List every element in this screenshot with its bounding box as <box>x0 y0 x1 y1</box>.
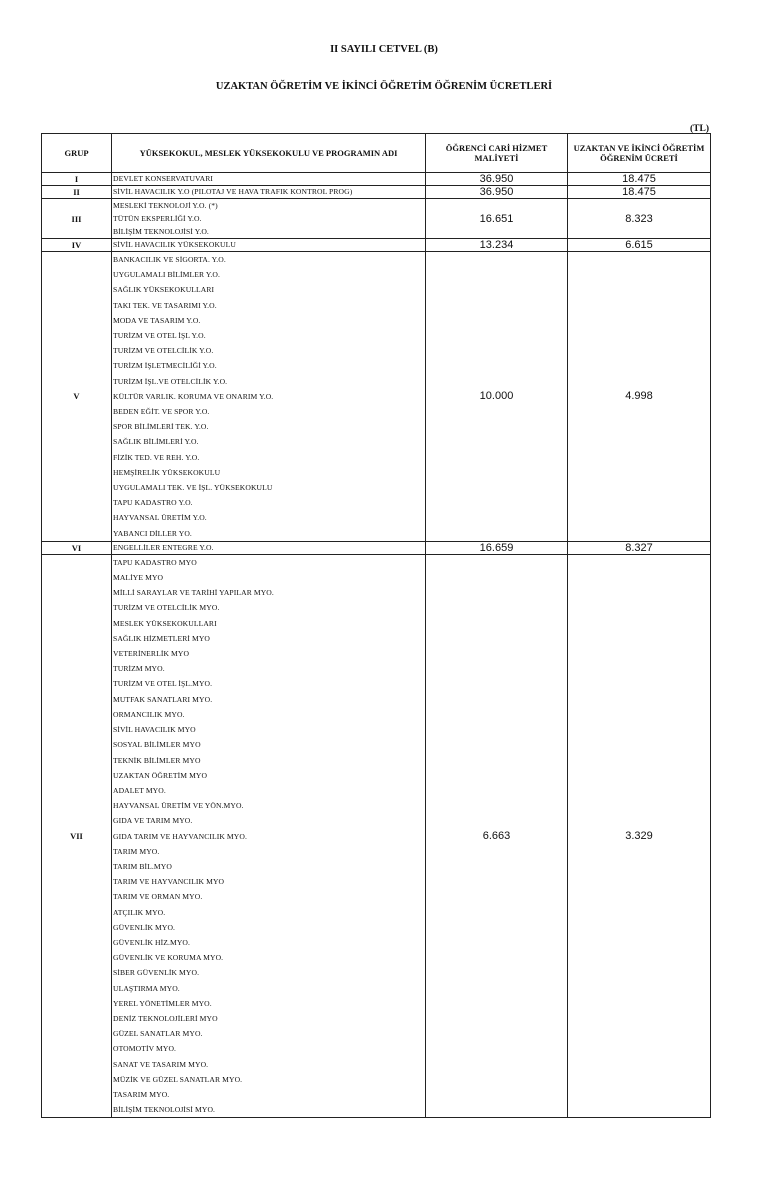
program-name: UYGULAMALI TEK. VE İŞL. YÜKSEKOKULU <box>113 483 273 493</box>
program-name: SİVİL HAVACILIK MYO <box>113 725 196 735</box>
program-name: ORMANCILIK MYO. <box>113 709 185 719</box>
program-name: TAPU KADASTRO Y.O. <box>113 498 193 508</box>
group-cell: IV <box>42 239 112 252</box>
program-name: YEREL YÖNETİMLER MYO. <box>113 998 212 1008</box>
program-names-cell <box>112 239 426 252</box>
group-cell: III <box>42 199 112 239</box>
program-name: BANKACILIK VE SİGORTA. Y.O. <box>113 255 226 264</box>
fee-cell: 3.329 <box>568 554 711 1118</box>
document-title: II SAYILI CETVEL (B) <box>330 44 438 55</box>
program-name: TEKNİK BİLİMLER MYO <box>113 755 201 765</box>
table-row <box>42 541 711 554</box>
table-row <box>42 239 711 252</box>
table-body <box>42 173 711 1118</box>
program-name: MESLEK YÜKSEKOKULLARI <box>113 618 217 628</box>
program-name: KÜLTÜR VARLIK. KORUMA VE ONARIM Y.O. <box>113 391 274 401</box>
program-name: GIDA VE TARIM MYO. <box>113 816 193 826</box>
table-row <box>42 252 711 542</box>
program-name: VETERİNERLİK MYO <box>113 649 190 659</box>
table-header-row <box>42 134 711 173</box>
program-name: MALİYE MYO <box>113 573 164 583</box>
fee-cell: 4.998 <box>568 252 711 542</box>
program-name: TURİZM VE OTEL İŞL.MYO. <box>113 679 213 689</box>
program-name: TÜTÜN EKSPERLİĞİ Y.O. <box>113 214 202 223</box>
document-subtitle: UZAKTAN ÖĞRETİM VE İKİNCİ ÖĞRETİM ÖĞRENİM ÜCRETLERİ <box>215 81 553 92</box>
program-name: TURİZM İŞL.VE OTELCİLİK Y.O. <box>113 376 228 386</box>
program-name: SOSYAL BİLİMLER MYO <box>113 740 201 750</box>
program-name: MUTFAK SANATLARI MYO. <box>113 694 213 704</box>
cost-cell: 36.950 <box>426 186 568 199</box>
program-name: SAĞLIK BİLİMLERİ Y.O. <box>113 437 199 447</box>
group-cell: VI <box>42 541 112 554</box>
program-name: MESLEKİ TEKNOLOJİ Y.O. (*) <box>113 201 218 210</box>
program-name: FİZİK TED. VE REH. Y.O. <box>113 452 200 462</box>
fee-cell: 18.475 <box>568 173 711 186</box>
program-name: BİLİŞİM TEKNOLOJİSİ MYO. <box>113 1105 216 1115</box>
program-name: HAYVANSAL ÜRETİM VE YÖN.MYO. <box>113 801 244 811</box>
program-name: GÜVENLİK VE KORUMA MYO. <box>113 953 224 963</box>
program-name: BEDEN EĞİT. VE SPOR Y.O. <box>113 407 210 417</box>
program-name: TARIM VE ORMAN MYO. <box>113 892 203 902</box>
program-name: GÜVENLİK MYO. <box>113 922 176 932</box>
table-row <box>42 554 711 1118</box>
program-names-cell <box>112 173 426 186</box>
program-name: TURİZM MYO. <box>113 664 165 674</box>
program-name: TARIM MYO. <box>113 846 160 856</box>
program-name: TASARIM MYO. <box>113 1089 170 1099</box>
group-cell: VII <box>42 554 112 1118</box>
program-name: TARIM BİL.MYO <box>113 861 172 871</box>
program-name: MÜZİK VE GÜZEL SANATLAR MYO. <box>113 1074 243 1084</box>
program-name: TARIM VE HAYVANCILIK MYO <box>113 877 225 887</box>
group-cell: I <box>42 173 112 186</box>
program-name: TURİZM VE OTELCİLİK MYO. <box>113 603 220 613</box>
program-names-cell <box>112 186 426 199</box>
program-name: HAYVANSAL ÜRETİM Y.O. <box>113 513 207 523</box>
program-name: ENGELLİLER ENTEGRE Y.O. <box>113 542 214 552</box>
program-names-cell <box>112 541 426 554</box>
program-name: GIDA TARIM VE HAYVANCILIK MYO. <box>113 831 247 841</box>
program-name: OTOMOTİV MYO. <box>113 1044 177 1054</box>
table-row <box>42 199 711 239</box>
program-names-cell <box>112 199 426 239</box>
fee-cell: 18.475 <box>568 186 711 199</box>
cost-cell: 36.950 <box>426 173 568 186</box>
program-name: SAĞLIK HİZMETLERİ MYO <box>113 633 211 643</box>
cost-cell: 13.234 <box>426 239 568 252</box>
group-cell: V <box>42 252 112 542</box>
cost-cell: 16.659 <box>426 541 568 554</box>
table-row <box>42 173 711 186</box>
group-cell: II <box>42 186 112 199</box>
column-header-group: GRUP <box>42 134 112 173</box>
currency-unit: (TL) <box>690 124 709 134</box>
column-header-fee: UZAKTAN VE İKİNCİ ÖĞRETİM ÖĞRENİM ÜCRETİ <box>568 134 711 173</box>
program-names-cell <box>112 554 426 1118</box>
program-names-cell <box>112 252 426 542</box>
column-header-cost: ÖĞRENCİ CARİ HİZMET MALİYETİ <box>426 134 568 173</box>
program-name: UZAKTAN ÖĞRETİM MYO <box>113 770 208 780</box>
cost-cell: 16.651 <box>426 199 568 239</box>
program-name: TURİZM VE OTELCİLİK Y.O. <box>113 346 214 356</box>
program-name: SAĞLIK YÜKSEKOKULLARI <box>113 285 215 295</box>
program-name: GÜVENLİK HİZ.MYO. <box>113 937 190 947</box>
cost-cell: 10.000 <box>426 252 568 542</box>
program-name: TURİZM İŞLETMECİLİĞİ Y.O. <box>113 361 217 371</box>
program-name: DEVLET KONSERVATUVARI <box>113 174 214 183</box>
program-name: SİVİL HAVACILIK YÜKSEKOKULU <box>113 240 236 249</box>
program-name: SANAT VE TASARIM MYO. <box>113 1059 209 1069</box>
table-row <box>42 186 711 199</box>
program-name: ATÇILIK MYO. <box>113 907 166 917</box>
program-name: SPOR BİLİMLERİ TEK. Y.O. <box>113 422 209 432</box>
program-name: DENİZ TEKNOLOJİLERİ MYO <box>113 1013 218 1023</box>
program-name: TURİZM VE OTEL İŞL Y.O. <box>113 331 206 341</box>
program-name: MİLLİ SARAYLAR VE TARİHİ YAPILAR MYO. <box>113 588 274 598</box>
program-name: BİLİŞİM TEKNOLOJİSİ Y.O. <box>113 227 209 236</box>
fee-cell: 8.323 <box>568 199 711 239</box>
program-name: GÜZEL SANATLAR MYO. <box>113 1029 203 1039</box>
fee-table <box>41 133 711 1118</box>
program-name: UYGULAMALI BİLİMLER Y.O. <box>113 270 221 280</box>
column-header-program: YÜKSEKOKUL, MESLEK YÜKSEKOKULU VE PROGRAMIN ADI <box>112 134 426 173</box>
fee-cell: 8.327 <box>568 541 711 554</box>
cost-cell: 6.663 <box>426 554 568 1118</box>
program-name: TAKI TEK. VE TASARIMI Y.O. <box>113 300 217 310</box>
program-name: YABANCI DİLLER YO. <box>113 528 192 538</box>
program-name: HEMŞİRELİK YÜKSEKOKULU <box>113 467 221 477</box>
program-name: ADALET MYO. <box>113 785 166 795</box>
program-name: SİVİL HAVACILIK Y.O (PILOTAJ VE HAVA TRAFIK KONTROL PROG) <box>113 187 353 196</box>
program-name: ULAŞTIRMA MYO. <box>113 983 180 993</box>
fee-cell: 6.615 <box>568 239 711 252</box>
program-name: MODA VE TASARIM Y.O. <box>113 315 201 325</box>
program-name: TAPU KADASTRO MYO <box>113 557 197 567</box>
program-name: SİBER GÜVENLİK MYO. <box>113 968 200 978</box>
